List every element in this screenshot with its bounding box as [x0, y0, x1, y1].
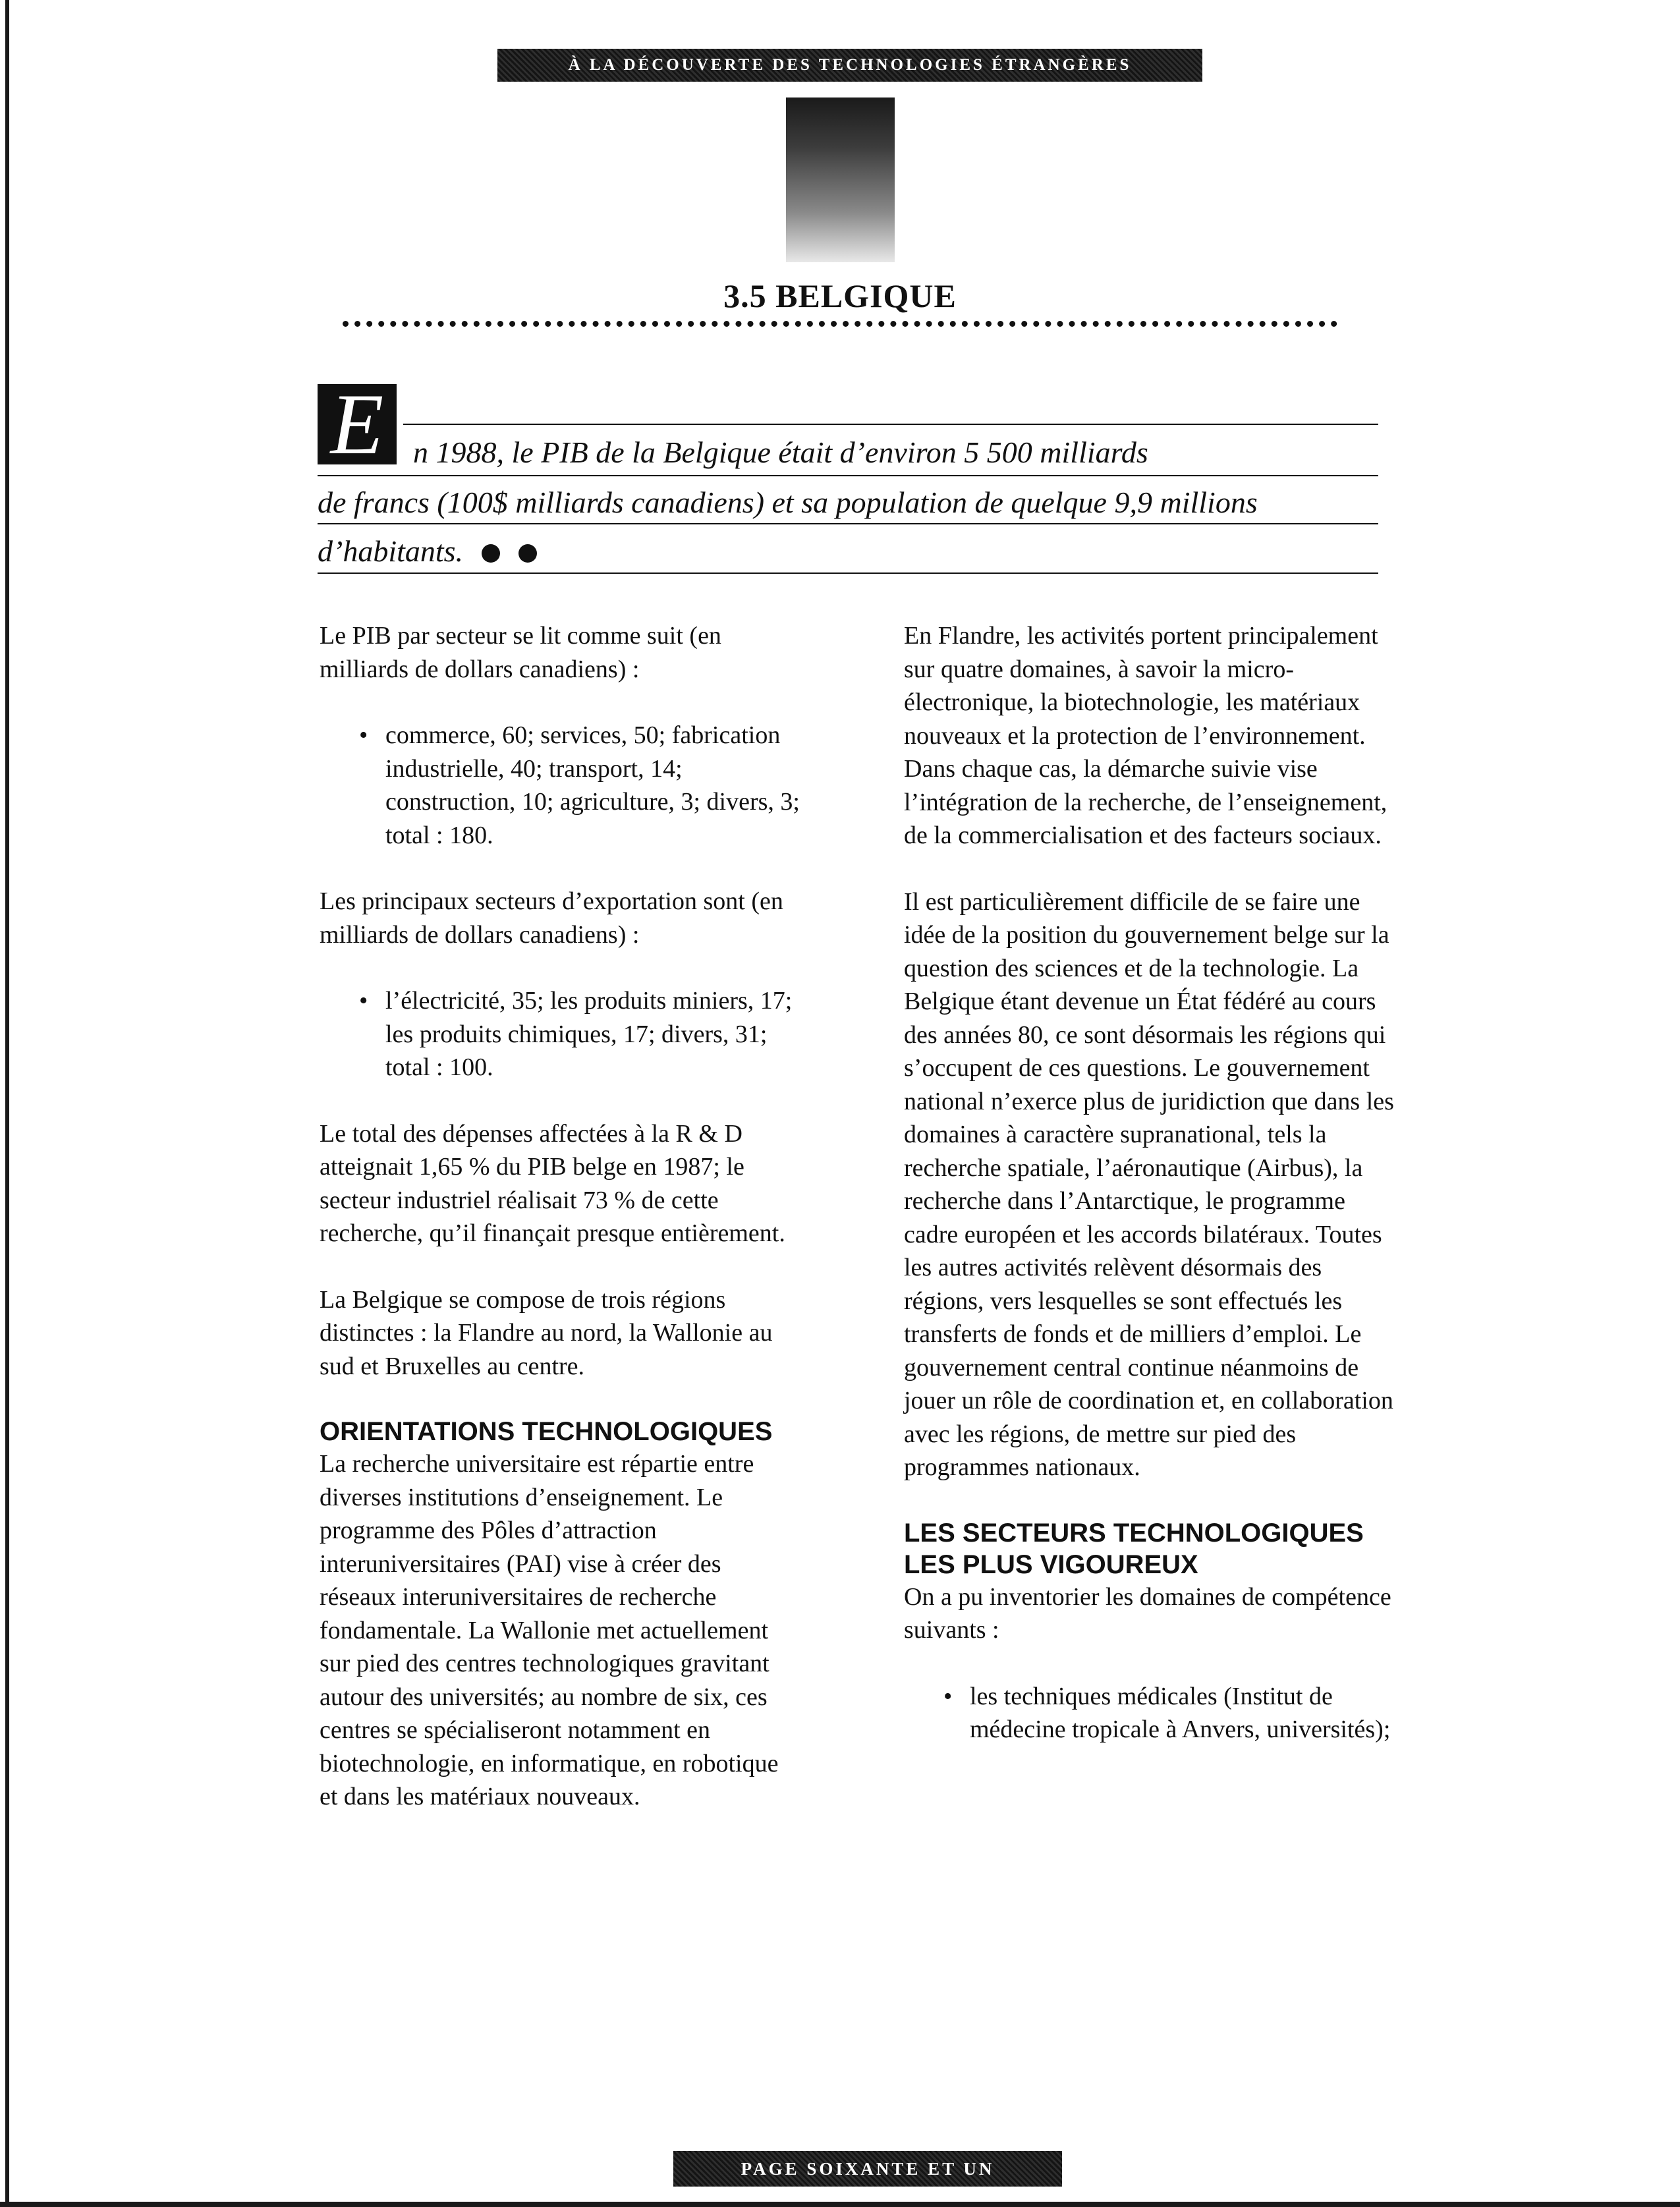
decorative-gradient-block [786, 98, 895, 262]
paragraph: On a pu inventorier les domaines de compétence suivants : [904, 1582, 1391, 1644]
intro-line-1: n 1988, le PIB de la Belgique était d’environ 5 500 milliards [413, 435, 1148, 469]
right-column [904, 619, 1405, 1779]
bullet-icon: • [943, 1682, 953, 1710]
section-heading: LES SECTEURS TECHNOLOGIQUES LES PLUS VIGOUREUX [904, 1518, 1364, 1579]
intro-block [318, 376, 1378, 575]
list-item-text: l’électricité, 35; les produits miniers, 17; les produits chimiques, 17; divers, 31; total : 100. [385, 987, 793, 1081]
dotted-rule [343, 321, 1337, 327]
paragraph: En Flandre, les activités portent principalement sur quatre domaines, à savoir la micro-électronique, la biotechnologie, les matériaux nouveaux et la protection de l’environnement. Dans chaque cas, la démarche suivie vise l’intégration de la recherche, de l’enseignement, de la commercialisation et des facteurs sociaux. [904, 622, 1387, 849]
paragraph: La recherche universitaire est répartie entre diverses institutions d’enseignement. Le programme des Pôles d’attraction interuniversitaires (PAI) vise à créer des réseaux interuniversitaires de recherche fondamentale. La Wallonie met actuellement sur pied des centres technologiques gravitant autour des universités; au nombre de six, ces centres se spécialiseront notamment en biotechnologie, en informatique, en robotique et dans les matériaux nouveaux. [320, 1450, 779, 1810]
intro-rule [318, 523, 1378, 524]
list-item-text: commerce, 60; services, 50; fabrication industrielle, 40; transport, 14; construction, 10; agriculture, 3; divers, 3; total : 180. [385, 721, 800, 849]
bullet-list [320, 719, 800, 852]
section-title: 3.5 BELGIQUE [723, 277, 957, 314]
bullet-icon: • [359, 987, 368, 1015]
section-heading: ORIENTATIONS TECHNOLOGIQUES [320, 1417, 773, 1446]
paragraph: Les principaux secteurs d’exportation sont (en milliards de dollars canadiens) : [320, 887, 783, 949]
ornament-dot-icon [518, 544, 537, 563]
paragraph: La Belgique se compose de trois régions distinctes : la Flandre au nord, la Wallonie au sud et Bruxelles au centre. [320, 1285, 773, 1380]
ornament-dot-icon [482, 544, 500, 563]
intro-rule [318, 475, 1378, 476]
bullet-icon: • [359, 721, 368, 749]
paragraph: Le PIB par secteur se lit comme suit (en milliards de dollars canadiens) : [320, 622, 721, 683]
intro-rule [403, 424, 1378, 425]
paragraph: Le total des dépenses affectées à la R & D atteignait 1,65 % du PIB belge en 1987; le secteur industriel réalisait 73 % de cette recherche, qu’il finançait presque entièrement. [320, 1119, 785, 1247]
list-item [943, 1680, 1405, 1746]
left-column [320, 619, 800, 1847]
intro-line-3 [318, 533, 537, 570]
list-item [359, 984, 800, 1084]
list-item [359, 719, 800, 852]
list-item-text: les techniques médicales (Institut de médecine tropicale à Anvers, universités); [970, 1682, 1391, 1743]
page-footer: PAGE SOIXANTE ET UN [673, 2151, 1062, 2187]
intro-rule [318, 573, 1378, 574]
bullet-list [320, 984, 800, 1084]
drop-cap: E [318, 384, 397, 464]
page-edge-left [5, 0, 9, 2207]
paragraph: Il est particulièrement difficile de se faire une idée de la position du gouvernement belge sur la question des sciences et de la technologie. La Belgique étant devenue un État fédéré au cours des années 80, ce sont désormais les régions qui s’occupent de ces questions. Le gouvernement national n’exerce plus de juridiction que dans les domaines à caractère supranational, tels la recherche spatiale, l’aéronautique (Airbus), la recherche dans l’Antarctique, le programme cadre européen et les accords bilatéraux. Toutes les autres activités relèvent désormais des régions, vers lesquelles se sont effectués les transferts de fonds et de milliers d’emploi. Le gouvernement central continue néanmoins de jouer un rôle de coordination et, en collaboration avec les régions, de mettre sur pied des programmes nationaux. [904, 887, 1394, 1481]
intro-line-2: de francs (100$ milliards canadiens) et sa population de quelque 9,9 millions [318, 486, 1258, 519]
bullet-list [904, 1680, 1405, 1746]
running-header: À LA DÉCOUVERTE DES TECHNOLOGIES ÉTRANGÈRES [497, 49, 1202, 82]
intro-line-3-text: d’habitants. [318, 534, 464, 568]
page-edge-bottom [0, 2202, 1680, 2207]
